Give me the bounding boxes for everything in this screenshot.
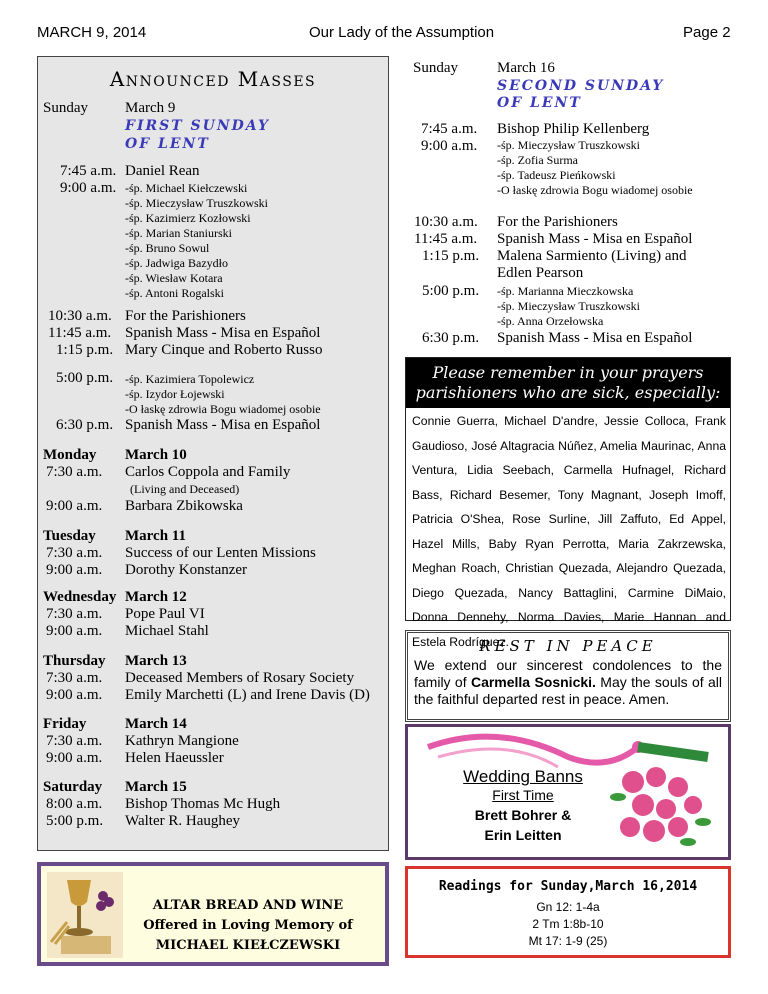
intention-line: -O łaskę zdrowia Bogu wiadomej osobie bbox=[497, 183, 693, 197]
time: 11:45 a.m. bbox=[48, 325, 112, 341]
rip-text-post: May the souls of all the faithful departed rest in peace. Amen. bbox=[414, 674, 722, 707]
time: 6:30 p.m. bbox=[56, 417, 114, 433]
time: 6:30 p.m. bbox=[422, 330, 480, 346]
intention: Emily Marchetti (L) and Irene Davis (D) bbox=[125, 687, 370, 703]
intention-list bbox=[497, 284, 737, 329]
intention: Helen Haeussler bbox=[125, 750, 224, 766]
announced-masses-title: Announced Masses bbox=[109, 67, 317, 91]
wedding-subtitle: First Time bbox=[492, 787, 554, 803]
intention-note: (Living and Deceased) bbox=[130, 482, 240, 496]
date: March 10 bbox=[125, 447, 187, 463]
intention: Spanish Mass - Misa en Español bbox=[497, 330, 693, 346]
time: 7:30 a.m. bbox=[46, 545, 103, 561]
announced-masses-panel bbox=[37, 56, 389, 851]
intention: For the Parishioners bbox=[125, 308, 246, 324]
prayers-heading bbox=[406, 358, 730, 408]
day-saturday: Saturday bbox=[43, 779, 103, 795]
intention-line: -śp. Kazimiera Topolewicz bbox=[125, 372, 255, 386]
intention: Success of our Lenten Missions bbox=[125, 545, 316, 561]
wedding-name-1: Brett Bohrer & bbox=[474, 807, 572, 823]
time: 1:15 p.m. bbox=[56, 342, 114, 358]
intention: Deceased Members of Rosary Society bbox=[125, 670, 355, 686]
header-date: MARCH 9, 2014 bbox=[37, 24, 147, 41]
intention-line: -śp. Bruno Sowul bbox=[125, 241, 210, 255]
intention: Barbara Zbikowska bbox=[125, 498, 243, 514]
day-monday: Monday bbox=[43, 447, 97, 463]
reading-2: 2 Tm 1:8b-10 bbox=[532, 917, 604, 931]
intention-line: -śp. Antoni Rogalski bbox=[125, 286, 225, 300]
time: 11:45 a.m. bbox=[414, 231, 478, 247]
intention-line: -śp. Izydor Łojewski bbox=[125, 387, 225, 401]
readings-title: Readings for Sunday,March 16,2014 bbox=[438, 879, 698, 894]
rip-name: Carmella Sosnicki. bbox=[470, 674, 596, 690]
time: 9:00 a.m. bbox=[46, 687, 103, 703]
intention-line: -śp. Zofia Surma bbox=[497, 153, 578, 167]
time: 7:30 a.m. bbox=[46, 464, 103, 480]
wedding-banns-panel bbox=[405, 724, 731, 860]
date: March 15 bbox=[125, 779, 187, 795]
of-lent-title: OF LENT bbox=[125, 136, 210, 152]
day-friday: Friday bbox=[43, 716, 87, 732]
intention: Spanish Mass - Misa en Español bbox=[125, 417, 321, 433]
prayers-heading-line: parishioners who are sick, especially: bbox=[415, 383, 721, 402]
intention-line: -śp. Mieczysław Truszkowski bbox=[497, 299, 640, 313]
time: 7:30 a.m. bbox=[46, 670, 103, 686]
date: March 11 bbox=[125, 528, 186, 544]
time: 1:15 p.m. bbox=[422, 248, 480, 264]
time: 9:00 a.m. bbox=[421, 138, 478, 154]
intention: Edlen Pearson bbox=[497, 265, 584, 281]
second-sunday-title: SECOND SUNDAY bbox=[497, 78, 665, 94]
day-tuesday: Tuesday bbox=[43, 528, 96, 544]
intention: Pope Paul VI bbox=[125, 606, 205, 622]
time: 7:30 a.m. bbox=[46, 733, 103, 749]
intention: Dorothy Konstanzer bbox=[125, 562, 248, 578]
day-sunday: Sunday bbox=[43, 100, 88, 116]
rest-in-peace-panel bbox=[405, 630, 731, 722]
intention: Mary Cinque and Roberto Russo bbox=[125, 342, 323, 358]
wedding-name-2: Erin Leitten bbox=[484, 827, 562, 843]
intention: Bishop Thomas Mc Hugh bbox=[125, 796, 281, 812]
rip-text-pre: We extend our sincerest condolences to the family of bbox=[414, 657, 722, 690]
intention-line: -O łaskę zdrowia Bogu wiadomej osobie bbox=[125, 402, 321, 416]
intention-line: -śp. Wiesław Kotara bbox=[125, 271, 223, 285]
time: 9:00 a.m. bbox=[46, 562, 103, 578]
time: 5:00 p.m. bbox=[422, 283, 480, 299]
time: 7:30 a.m. bbox=[46, 606, 103, 622]
first-sunday-title: FIRST SUNDAY bbox=[125, 118, 270, 134]
readings-panel bbox=[405, 866, 731, 958]
intention: Carlos Coppola and Family bbox=[125, 464, 291, 480]
time: 10:30 a.m. bbox=[48, 308, 112, 324]
altar-line-2: Offered in Loving Memory of bbox=[143, 918, 353, 933]
wedding-title: Wedding Banns bbox=[463, 767, 583, 786]
intention: Daniel Rean bbox=[125, 163, 200, 179]
intention: Walter R. Haughey bbox=[125, 813, 241, 829]
time: 8:00 a.m. bbox=[46, 796, 103, 812]
date: March 12 bbox=[125, 589, 187, 605]
day-wednesday: Wednesday bbox=[43, 589, 117, 605]
intention-line: -śp. Kazimierz Kozłowski bbox=[125, 211, 251, 225]
time: 9:00 a.m. bbox=[46, 750, 103, 766]
time: 5:00 p.m. bbox=[46, 813, 104, 829]
intention: Bishop Philip Kellenberg bbox=[497, 121, 650, 137]
intention-line: -śp. Marianna Mieczkowska bbox=[497, 284, 634, 298]
intention: Spanish Mass - Misa en Español bbox=[125, 325, 321, 341]
intention-line: -śp. Mieczysław Truszkowski bbox=[497, 138, 640, 152]
intention: For the Parishioners bbox=[497, 214, 618, 230]
header-parish: Our Lady of the Assumption bbox=[309, 24, 495, 41]
time: 10:30 a.m. bbox=[414, 214, 478, 230]
intention-line: -śp. Marian Staniurski bbox=[125, 226, 232, 240]
right-day-sunday: Sunday bbox=[413, 60, 458, 76]
rip-title: REST IN PEACE bbox=[479, 637, 657, 655]
altar-bread-panel bbox=[37, 862, 389, 966]
intention: Spanish Mass - Misa en Español bbox=[497, 231, 693, 247]
date: March 14 bbox=[125, 716, 187, 732]
time: 7:45 a.m. bbox=[60, 163, 117, 179]
intention-list bbox=[497, 138, 737, 198]
chalice-icon bbox=[47, 872, 123, 958]
day-thursday: Thursday bbox=[43, 653, 106, 669]
time: 9:00 a.m. bbox=[46, 623, 103, 639]
intention-line: -śp. Tadeusz Pieńkowski bbox=[497, 168, 616, 182]
time: 7:45 a.m. bbox=[421, 121, 478, 137]
sick-names: Connie Guerra, Michael D'andre, Jessie Colloca, Frank Gaudioso, José Altagracia Núñez, Amelia Maurinac, Anna Ventura, Lidia Seebach, Carmella Hufnagel, Richard Bass, Richard Besemer, Tony Magnant, Joseph Imoff, Patricia O'Shea, Rose Surline, Jill Zaffuto, Ed Appel, Hazel Mills, Baby Ryan Perrotta, Maria Zakrzewska, Meghan Roach, Christian Quezada, Alejandro Quezada, Diego Quezada, Nancy Battaglini, Carmine DiMaio, Donna Dennehy, Norma Davies, Marie Hannan and Estela Rodríguez. bbox=[412, 414, 726, 649]
right-date: March 16 bbox=[497, 60, 555, 76]
header-page: Page 2 bbox=[683, 24, 731, 41]
altar-line-3: MICHAEL KIEŁCZEWSKI bbox=[155, 938, 341, 953]
intention-line: -śp. Mieczysław Truszkowski bbox=[125, 196, 268, 210]
intention-line: -śp. Michael Kiełczewski bbox=[125, 181, 248, 195]
time: 9:00 a.m. bbox=[46, 498, 103, 514]
altar-line-1: ALTAR BREAD AND WINE bbox=[152, 898, 344, 913]
date: March 13 bbox=[125, 653, 187, 669]
reading-1: Gn 12: 1-4a bbox=[536, 900, 600, 914]
date-march-9: March 9 bbox=[125, 100, 176, 116]
intention: Michael Stahl bbox=[125, 623, 209, 639]
intention-list bbox=[125, 372, 385, 417]
prayers-heading-line: Please remember in your prayers bbox=[432, 363, 704, 382]
time: 9:00 a.m. bbox=[60, 180, 117, 196]
intention: Malena Sarmiento (Living) and bbox=[497, 248, 687, 264]
of-lent-title: OF LENT bbox=[497, 95, 582, 111]
intention-line: -śp. Anna Orzełowska bbox=[497, 314, 604, 328]
intention-line: -śp. Jadwiga Bazydło bbox=[125, 256, 228, 270]
intention: Kathryn Mangione bbox=[125, 733, 239, 749]
reading-3: Mt 17: 1-9 (25) bbox=[528, 934, 608, 948]
rip-text bbox=[408, 655, 728, 710]
time: 5:00 p.m. bbox=[56, 370, 114, 386]
intention-list bbox=[125, 181, 385, 301]
